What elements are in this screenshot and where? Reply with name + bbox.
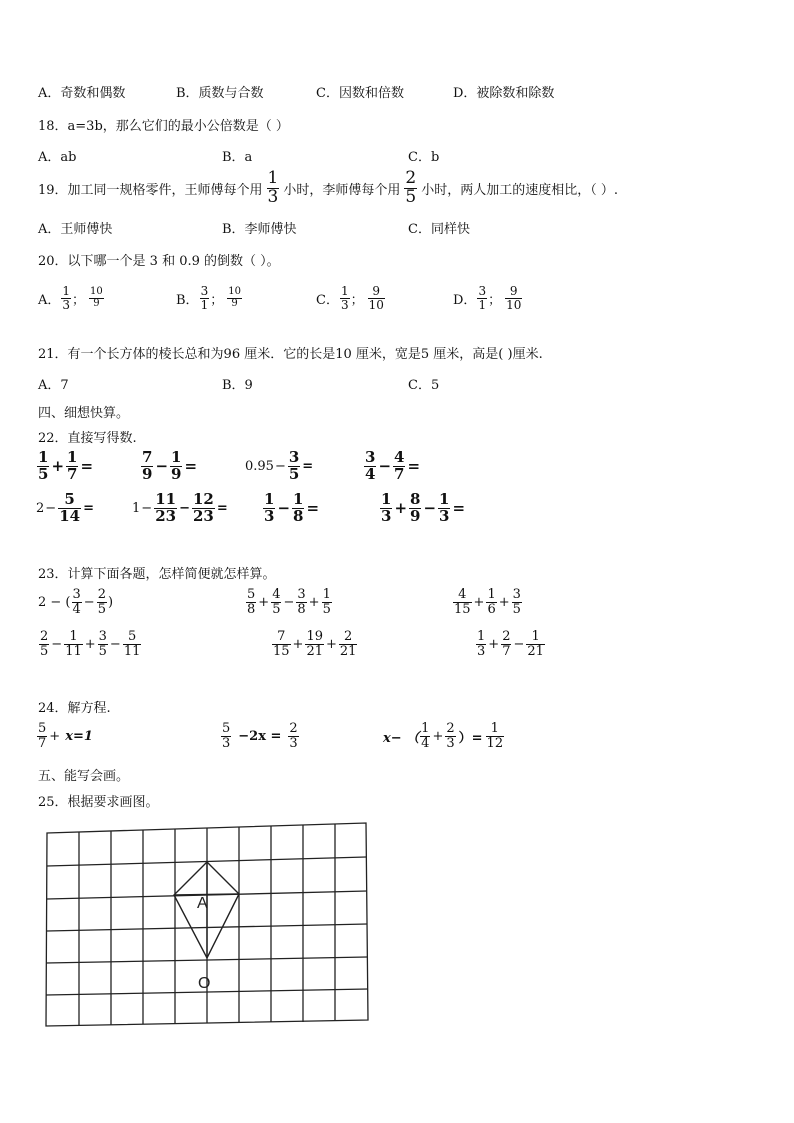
fraction [292, 492, 304, 525]
denominator: 8 [247, 601, 256, 617]
minus-sign: − [109, 636, 121, 652]
minus-sign: − [277, 499, 291, 518]
numerator: 1 [490, 721, 499, 736]
q22-stem: 22．直接写得数. [38, 431, 137, 446]
denominator: 1 [200, 297, 209, 312]
q19-suffix: 小时，两人加工的速度相比，（ ）. [421, 182, 618, 198]
equals-sign: = [306, 499, 320, 518]
fraction [288, 722, 298, 750]
q18-option-b: B．a [222, 150, 253, 165]
fraction [512, 588, 522, 616]
q23-expression-e [271, 630, 358, 658]
numerator: 1 [293, 490, 304, 508]
equals-sign: = [407, 457, 421, 476]
fraction [200, 285, 210, 311]
equals-sign: = [80, 457, 94, 476]
denominator: 9 [410, 506, 421, 525]
q22-expression-5 [36, 492, 95, 525]
fraction [246, 588, 256, 616]
section-5-heading: 五、能写会画。 [38, 769, 130, 784]
option-label: D． [453, 292, 477, 308]
plus-sign: + [394, 499, 408, 518]
point-label-a: A [197, 895, 208, 912]
equals-sign: = [216, 500, 228, 516]
denominator: 3 [267, 186, 279, 207]
numerator: 3 [200, 284, 209, 298]
close-paren: ) [107, 594, 114, 610]
denominator: 21 [527, 643, 544, 659]
fraction [340, 285, 350, 311]
q25-stem: 25．根据要求画图。 [38, 795, 159, 810]
fraction [72, 588, 82, 616]
fraction [368, 285, 385, 311]
denominator: 9 [93, 297, 100, 309]
numerator: 1 [439, 490, 450, 508]
numerator: 4 [458, 587, 467, 602]
q19-option-a: A．王师傅快 [38, 222, 113, 237]
numerator: 5 [222, 721, 231, 736]
numerator: 5 [38, 721, 47, 736]
q19-option-c: C．同样快 [408, 222, 470, 237]
fraction [98, 630, 108, 658]
fraction [445, 722, 455, 750]
q19-fraction-1 [267, 170, 280, 207]
fraction [501, 630, 511, 658]
numerator: 7 [142, 448, 153, 466]
fraction [486, 588, 496, 616]
point-label-o: O [198, 975, 211, 992]
equation-middle: −2x = [238, 728, 282, 744]
fraction [263, 492, 275, 525]
denominator: 12 [486, 735, 504, 751]
fraction [453, 588, 472, 616]
q22-expression-6 [132, 492, 229, 525]
numerator: 9 [509, 284, 518, 298]
separator: ； [210, 292, 224, 308]
denominator: 9 [171, 464, 182, 483]
numerator: 1 [487, 587, 496, 602]
equation-close: ）= [458, 730, 483, 746]
numerator: 2 [502, 629, 511, 644]
q17-option-a: A．奇数和偶数 [38, 86, 126, 101]
numerator: 2 [289, 721, 298, 736]
denominator: 4 [365, 464, 376, 483]
numerator: 2 [446, 721, 455, 736]
plus-sign: + [308, 594, 320, 610]
leading-text: 2 − ( [38, 594, 71, 610]
denominator: 3 [381, 506, 392, 525]
fraction [66, 450, 78, 483]
fraction [272, 630, 291, 658]
fraction [339, 630, 358, 658]
plus-sign: + [488, 636, 500, 652]
q24-equation-b [220, 722, 300, 750]
q20-option-b [176, 285, 243, 311]
numerator: 3 [72, 587, 81, 602]
fraction [58, 492, 81, 525]
numerator: 2 [40, 629, 49, 644]
equals-sign: = [184, 457, 198, 476]
q23-stem: 23．计算下面各题，怎样简便就怎样算。 [38, 567, 276, 582]
denominator: 21 [339, 643, 357, 659]
fraction [271, 588, 281, 616]
option-label: C． [316, 292, 339, 308]
fraction [505, 285, 522, 311]
plus-sign: + [292, 636, 304, 652]
numerator: 10 [228, 286, 241, 298]
denominator: 14 [59, 506, 81, 525]
fraction [477, 285, 487, 311]
denominator: 3 [222, 735, 231, 751]
leading-number: 2 [36, 500, 45, 516]
numerator: 5 [127, 629, 137, 644]
denominator: 8 [297, 601, 306, 617]
numerator: 4 [394, 448, 405, 466]
q23-expression-a [38, 588, 113, 616]
numerator: 19 [306, 629, 323, 644]
plus-sign: + [258, 594, 270, 610]
separator: ； [488, 292, 502, 308]
denominator: 7 [502, 643, 511, 659]
q23-expression-d [38, 630, 142, 658]
fraction [170, 450, 182, 483]
fraction [380, 492, 392, 525]
numerator: 1 [381, 490, 392, 508]
q19-prefix: 19．加工同一规格零件，王师傅每个用 [38, 182, 263, 198]
denominator: 7 [38, 735, 47, 751]
denominator: 5 [512, 601, 521, 617]
q23-expression-b [245, 588, 333, 616]
q24-stem: 24．解方程. [38, 701, 111, 716]
denominator: 9 [142, 464, 153, 483]
q21-stem: 21．有一个长方体的棱长总和为96 厘米．它的长是10 厘米，宽是5 厘米，高是( )厘米. [38, 347, 543, 362]
plus-sign: + [473, 594, 485, 610]
denominator: 3 [62, 297, 71, 312]
numerator: 8 [410, 490, 421, 508]
minus-sign: − [51, 636, 63, 652]
denominator: 5 [405, 186, 417, 207]
fraction [296, 588, 306, 616]
q22-expression-8 [379, 492, 466, 525]
denominator: 6 [487, 601, 496, 617]
numerator: 3 [478, 284, 487, 298]
q20-stem: 20．以下哪一个是 3 和 0.9 的倒数（ ）。 [38, 254, 280, 269]
numerator: 3 [365, 448, 376, 466]
plus-sign: + [498, 594, 510, 610]
q23-expression-f [475, 630, 546, 658]
leading-number: 1 [132, 500, 141, 516]
q20-option-a [38, 285, 105, 311]
q20-option-c [316, 285, 386, 311]
denominator: 7 [67, 464, 78, 483]
q24-equation-a [36, 722, 93, 750]
minus-sign: − [155, 457, 169, 476]
q21-option-c: C．5 [408, 378, 440, 393]
denominator: 3 [446, 735, 455, 751]
fraction [221, 722, 231, 750]
fraction [89, 287, 104, 309]
q18-stem: 18．a=3b，那么它们的最小公倍数是（ ） [38, 119, 289, 134]
numerator: 2 [344, 629, 353, 644]
denominator: 23 [192, 506, 214, 525]
plus-sign: + [51, 457, 65, 476]
numerator: 3 [512, 587, 521, 602]
q21-option-a: A．7 [38, 378, 69, 393]
fraction [476, 630, 486, 658]
fraction [123, 630, 142, 658]
minus-sign: − [45, 500, 57, 516]
numerator: 11 [155, 490, 177, 508]
fraction [37, 722, 47, 750]
numerator: 5 [64, 490, 75, 508]
q21-option-b: B．9 [222, 378, 253, 393]
minus-sign: − [83, 594, 95, 610]
numerator: 12 [192, 490, 214, 508]
numerator: 3 [98, 629, 107, 644]
fraction [141, 450, 153, 483]
equals-sign: = [302, 458, 314, 474]
minus-sign: − [378, 457, 392, 476]
q22-expression-2 [140, 450, 198, 483]
numerator: 5 [247, 587, 256, 602]
fraction [526, 630, 545, 658]
fraction [37, 450, 49, 483]
denominator: 3 [439, 506, 450, 525]
minus-sign: − [179, 500, 190, 516]
denominator: 15 [454, 601, 471, 617]
denominator: 3 [477, 643, 486, 659]
leading-number: 0.95 [245, 458, 274, 474]
numerator: 1 [340, 284, 349, 298]
fraction [438, 492, 450, 525]
q18-option-a: A．ab [38, 150, 77, 165]
option-label: B． [176, 292, 199, 308]
numerator: 1 [38, 448, 49, 466]
denominator: 10 [368, 297, 384, 312]
q23-expression-c [452, 588, 523, 616]
fraction [393, 450, 405, 483]
denominator: 11 [123, 643, 141, 659]
denominator: 15 [273, 643, 290, 659]
denominator: 1 [478, 297, 487, 312]
numerator: 1 [171, 448, 182, 466]
denominator: 9 [231, 297, 238, 309]
fraction [288, 450, 300, 483]
denominator: 10 [506, 297, 522, 312]
q17-option-d: D．被除数和除数 [453, 86, 555, 101]
denominator: 3 [264, 506, 275, 525]
denominator: 4 [421, 735, 430, 751]
numerator: 1 [67, 448, 78, 466]
denominator: 5 [97, 601, 106, 617]
q22-expression-3 [245, 450, 314, 483]
q20-option-d [453, 285, 523, 311]
minus-sign: − [283, 594, 295, 610]
plus-sign: + [84, 636, 96, 652]
fraction [486, 722, 505, 750]
numerator: 1 [264, 490, 275, 508]
q17-option-b: B．质数与合数 [176, 86, 264, 101]
numerator: 3 [297, 587, 306, 602]
minus-sign: − [513, 636, 525, 652]
numerator: 7 [277, 629, 286, 644]
numerator: 1 [421, 721, 430, 736]
q25-grid-drawing [44, 820, 372, 1032]
option-label: A． [38, 292, 61, 308]
numerator: 1 [531, 629, 540, 644]
fraction [420, 722, 430, 750]
numerator: 1 [62, 284, 71, 298]
q19-option-b: B．李师傅快 [222, 222, 297, 237]
q19-middle: 小时，李师傅每个用 [283, 182, 401, 198]
equation-rest: x=1 [65, 728, 93, 744]
section-4-heading: 四、细想快算。 [38, 406, 130, 421]
equation-lead: x− （ [383, 730, 420, 746]
minus-sign: − [274, 458, 286, 474]
q22-expression-7 [262, 492, 320, 525]
denominator: 5 [272, 601, 281, 617]
separator: ； [72, 292, 86, 308]
minus-sign: − [141, 500, 153, 516]
numerator: 3 [288, 448, 300, 466]
q19-stem [38, 170, 618, 207]
plus-sign: + [432, 728, 444, 744]
q17-option-c: C．因数和倍数 [316, 86, 404, 101]
numerator: 1 [267, 168, 279, 188]
fraction [61, 285, 71, 311]
denominator: 8 [293, 506, 304, 525]
minus-sign: − [423, 499, 437, 518]
numerator: 1 [322, 587, 331, 602]
q22-expression-1 [36, 450, 94, 483]
denominator: 7 [394, 464, 405, 483]
denominator: 5 [38, 464, 49, 483]
fraction [64, 630, 83, 658]
denominator: 5 [288, 464, 300, 483]
denominator: 4 [72, 601, 81, 617]
equals-sign: = [83, 500, 94, 516]
numerator: 1 [477, 629, 486, 644]
numerator: 2 [405, 168, 417, 188]
denominator: 3 [289, 735, 298, 751]
numerator: 9 [372, 284, 381, 298]
numerator: 4 [272, 587, 281, 602]
q19-fraction-2 [404, 170, 417, 207]
fraction [192, 492, 215, 525]
fraction [409, 492, 421, 525]
q24-equation-c [383, 722, 505, 750]
denominator: 21 [306, 643, 323, 659]
separator: ； [350, 292, 364, 308]
denominator: 23 [155, 506, 177, 525]
numerator: 2 [97, 587, 106, 602]
plus-sign: + [326, 636, 337, 652]
denominator: 5 [322, 601, 331, 617]
fraction [322, 588, 332, 616]
denominator: 3 [340, 297, 349, 312]
numerator: 1 [69, 629, 78, 644]
fraction [97, 588, 107, 616]
equals-sign: = [452, 499, 466, 518]
fraction [154, 492, 177, 525]
fraction [364, 450, 376, 483]
q22-expression-4 [363, 450, 421, 483]
fraction [227, 287, 242, 309]
denominator: 11 [65, 643, 82, 659]
denominator: 5 [40, 643, 49, 659]
denominator: 5 [98, 643, 107, 659]
q18-option-c: C．b [408, 150, 440, 165]
fraction [39, 630, 49, 658]
plus-sign: + [49, 728, 61, 744]
fraction [305, 630, 324, 658]
numerator: 10 [90, 286, 103, 298]
